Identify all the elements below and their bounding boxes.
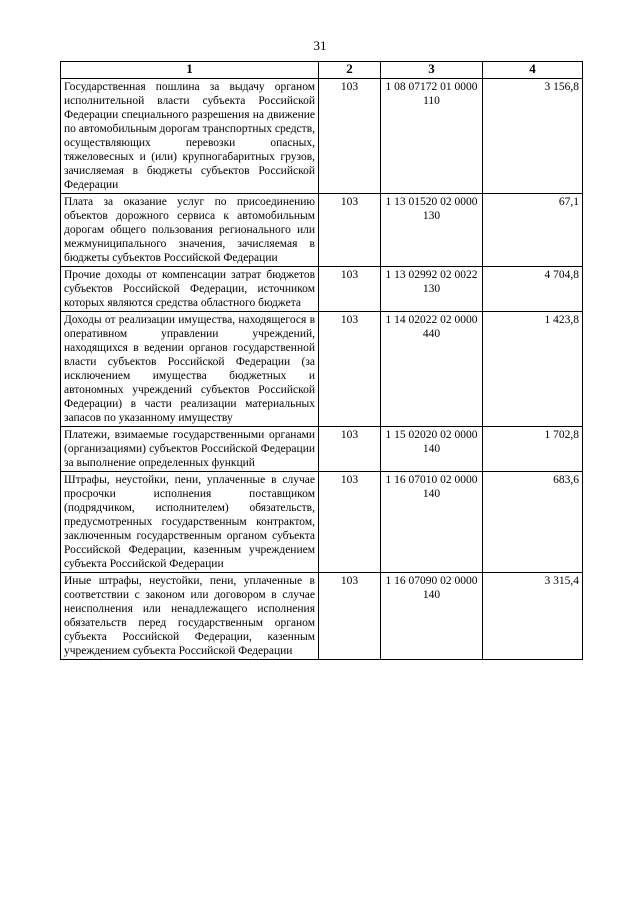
amount: 3 315,4 bbox=[483, 573, 583, 660]
admin-code: 103 bbox=[319, 267, 381, 312]
amount: 1 423,8 bbox=[483, 312, 583, 427]
amount: 4 704,8 bbox=[483, 267, 583, 312]
amount: 1 702,8 bbox=[483, 427, 583, 472]
admin-code: 103 bbox=[319, 573, 381, 660]
table-row bbox=[61, 194, 583, 267]
budget-classification-code: 1 15 02020 02 0000 140 bbox=[381, 427, 483, 472]
column-header-2: 2 bbox=[319, 62, 381, 79]
revenue-name: Платежи, взимаемые государственными органами (организациями) субъектов Российской Федерации за выполнение определенных функций bbox=[61, 427, 319, 472]
table-row bbox=[61, 427, 583, 472]
revenue-name: Штрафы, неустойки, пени, уплаченные в случае просрочки исполнения поставщиком (подрядчиком, исполнителем) обязательств, предусмотренных государственным контрактом, заключенным государственным органом субъекта Российской Федерации, казенным учреждением субъекта Российской Федерации bbox=[61, 472, 319, 573]
amount: 67,1 bbox=[483, 194, 583, 267]
revenue-table bbox=[60, 61, 583, 660]
budget-classification-code: 1 13 01520 02 0000 130 bbox=[381, 194, 483, 267]
admin-code: 103 bbox=[319, 194, 381, 267]
table-row bbox=[61, 312, 583, 427]
revenue-name: Иные штрафы, неустойки, пени, уплаченные в соответствии с законом или договором в случае неисполнения или ненадлежащего исполнения обязательств перед государственным органом субъекта Российской Федерации, казенным учреждением субъекта Российской Федерации bbox=[61, 573, 319, 660]
budget-classification-code: 1 14 02022 02 0000 440 bbox=[381, 312, 483, 427]
revenue-name: Плата за оказание услуг по присоединению объектов дорожного сервиса к автомобильным дорогам общего пользования регионального или межмуниципального значения, зачисляемая в бюджеты субъектов Российской Федерации bbox=[61, 194, 319, 267]
revenue-name: Доходы от реализации имущества, находящегося в оперативном управлении учреждений, находящихся в ведении органов государственной власти субъектов Российской Федерации (за исключением имущества бюджетных и автономных учреждений субъектов Российской Федерации) в части реализации материальных запасов по указанному имуществу bbox=[61, 312, 319, 427]
table-row bbox=[61, 267, 583, 312]
amount: 683,6 bbox=[483, 472, 583, 573]
revenue-name: Прочие доходы от компенсации затрат бюджетов субъектов Российской Федерации, источником которых являются средства областного бюджета bbox=[61, 267, 319, 312]
amount: 3 156,8 bbox=[483, 79, 583, 194]
column-header-4: 4 bbox=[483, 62, 583, 79]
table-row bbox=[61, 472, 583, 573]
table-header-row bbox=[61, 62, 583, 79]
page-number: 31 bbox=[313, 38, 327, 53]
revenue-name: Государственная пошлина за выдачу органом исполнительной власти субъекта Российской Федерации специального разрешения на движение по автомобильным дорогам транспортных средств, осуществляющих перевозки опасных, тяжеловесных и (или) крупногабаритных грузов, зачисляемая в бюджеты субъектов Российской Федерации bbox=[61, 79, 319, 194]
table-row bbox=[61, 573, 583, 660]
admin-code: 103 bbox=[319, 427, 381, 472]
admin-code: 103 bbox=[319, 472, 381, 573]
column-header-1: 1 bbox=[61, 62, 319, 79]
budget-classification-code: 1 13 02992 02 0022 130 bbox=[381, 267, 483, 312]
table-row bbox=[61, 79, 583, 194]
column-header-3: 3 bbox=[381, 62, 483, 79]
admin-code: 103 bbox=[319, 79, 381, 194]
budget-classification-code: 1 16 07090 02 0000 140 bbox=[381, 573, 483, 660]
admin-code: 103 bbox=[319, 312, 381, 427]
budget-classification-code: 1 08 07172 01 0000 110 bbox=[381, 79, 483, 194]
budget-classification-code: 1 16 07010 02 0000 140 bbox=[381, 472, 483, 573]
